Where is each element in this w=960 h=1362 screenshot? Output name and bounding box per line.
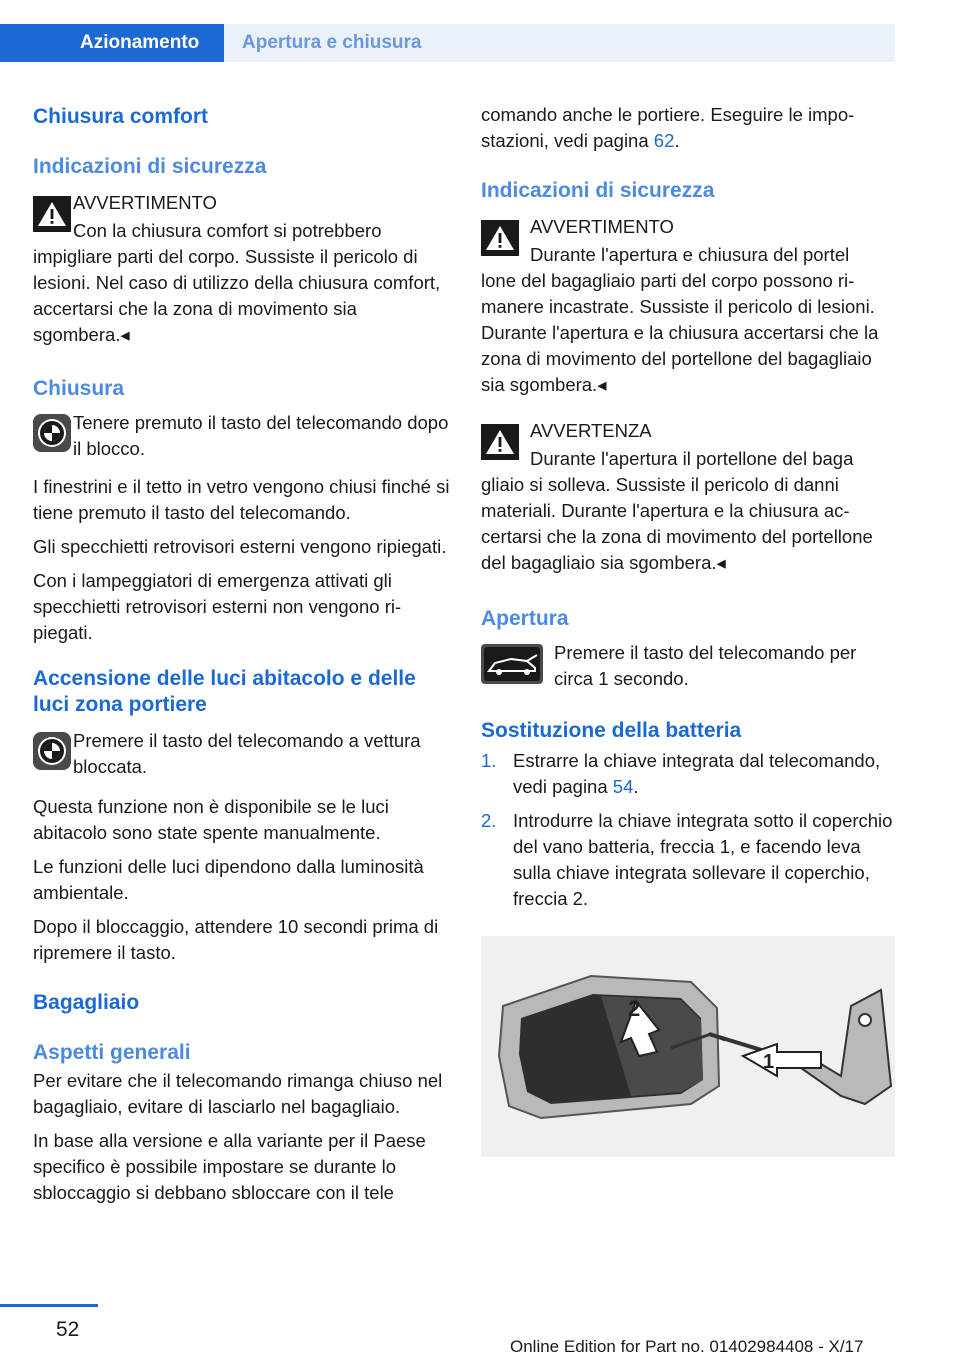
tab-apertura-chiusura[interactable]: Apertura e chiusura bbox=[224, 24, 895, 62]
list-item bbox=[481, 808, 895, 912]
heading-apertura: Apertura bbox=[481, 607, 569, 630]
bmw-logo-icon bbox=[33, 732, 71, 770]
warning-title: AVVERTIMENTO bbox=[73, 192, 217, 213]
paragraph bbox=[481, 102, 895, 154]
notice-title: AVVERTENZA bbox=[530, 420, 652, 441]
list-text: . bbox=[633, 776, 639, 797]
heading-accensione-luci: Accensione delle luci abitacolo e delle luci zona portiere bbox=[33, 667, 416, 716]
apertura-block bbox=[481, 640, 895, 696]
list-text: Introdurre la chiave integrata sotto il coperchio del vano batteria, freccia 1, e facendo leva sulla chiave integrata sollevare il coperchio, freccia 2. bbox=[513, 810, 893, 909]
trunk-open-icon bbox=[481, 644, 543, 684]
notice-block bbox=[481, 418, 895, 576]
warning-text-line: Con la chiusura comfort si potrebbero bbox=[73, 220, 382, 241]
heading-indicazioni-sicurezza: Indicazioni di sicurezza bbox=[481, 179, 715, 202]
paragraph: I finestrini e il tetto in vetro vengono chiusi finché si tiene premuto il tasto del telecomando. bbox=[33, 476, 450, 523]
left-column bbox=[33, 100, 451, 1206]
warning-title: AVVERTIMENTO bbox=[530, 216, 674, 237]
edition-note: Online Edition for Part no. 01402984408 - X/17 bbox=[510, 1337, 864, 1356]
warning-text-line: Durante l'apertura e chiusura del portel bbox=[530, 244, 850, 265]
paragraph: Dopo il bloccaggio, attendere 10 secondi prima di ripremere il tasto. bbox=[33, 916, 439, 963]
paragraph: In base alla versione e alla variante per il Paese specifico è possibile impostare se durante lo sbloccaggio si debbano sbloccare con il tele bbox=[33, 1130, 426, 1203]
key-illustration bbox=[481, 936, 895, 1157]
paragraph: Con i lampeggiatori di emergenza attivati gli specchietti retrovisori esterni non vengono ripiegati. bbox=[33, 570, 402, 643]
heading-bagagliaio: Bagagliaio bbox=[33, 991, 140, 1014]
warning-triangle-icon bbox=[481, 220, 519, 256]
key-battery-figure bbox=[481, 936, 895, 1157]
bmw-logo-icon bbox=[33, 414, 71, 452]
heading-chiusura: Chiusura bbox=[33, 377, 125, 400]
notice-text-line: Durante l'apertura il portellone del baga bbox=[530, 448, 854, 469]
list-item bbox=[481, 748, 895, 800]
paragraph: Gli specchietti retrovisori esterni vengono ripiegati. bbox=[33, 536, 447, 557]
chiusura-block bbox=[33, 410, 451, 462]
accensione-text: Premere il tasto del telecomando a vettura bloccata. bbox=[73, 730, 421, 777]
page-link-62[interactable]: 62 bbox=[653, 130, 675, 151]
paragraph-text: comando anche le portiere. Eseguire le impostazioni, vedi pagina bbox=[481, 104, 855, 151]
heading-aspetti-generali: Aspetti generali bbox=[33, 1041, 191, 1064]
chapter-tabs bbox=[0, 24, 895, 62]
tab-azionamento[interactable]: Azionamento bbox=[0, 24, 224, 62]
paragraph: Le funzioni delle luci dipendono dalla luminosità ambientale. bbox=[33, 856, 424, 903]
figure-label-1: 1 bbox=[763, 1051, 775, 1073]
warning-triangle-icon bbox=[33, 196, 71, 232]
paragraph: Questa funzione non è disponibile se le luci abitacolo sono state spente manualmente. bbox=[33, 796, 389, 843]
list-text: Estrarre la chiave integrata dal telecomando, vedi pagina bbox=[513, 750, 881, 797]
heading-sostituzione-batteria: Sostituzione della batteria bbox=[481, 719, 742, 742]
page-number: 52 bbox=[56, 1318, 80, 1341]
warning-triangle-icon bbox=[481, 424, 519, 460]
apertura-text: Premere il tasto del telecomando per circa 1 secondo. bbox=[554, 642, 857, 689]
paragraph-text: . bbox=[674, 130, 680, 151]
figure-label-2: 2 bbox=[628, 996, 641, 1021]
warning-text: impigliare parti del corpo. Sussiste il pericolo di lesioni. Nel caso di utilizzo della chiusura comfort, accertarsi che la zona di movimento sia sgombera.◂ bbox=[33, 246, 441, 345]
footer-rule bbox=[0, 1304, 98, 1307]
warning-block bbox=[481, 214, 895, 398]
list-number: 1. bbox=[481, 750, 497, 771]
heading-indicazioni-sicurezza: Indicazioni di sicurezza bbox=[33, 155, 267, 178]
right-column bbox=[481, 100, 895, 912]
accensione-block bbox=[33, 728, 451, 780]
paragraph: Per evitare che il telecomando rimanga chiuso nel bagagliaio, evitare di lasciarlo nel bagagliaio. bbox=[33, 1070, 443, 1117]
warning-text: lone del bagagliaio parti del corpo possono rimanere incastrate. Sussiste il pericolo di lesioni. Durante l'apertura e la chiusura accertarsi che la zona di movimento del portellone del bagagliaio sia sgombera.◂ bbox=[481, 270, 879, 395]
warning-block bbox=[33, 190, 451, 348]
heading-chiusura-comfort: Chiusura comfort bbox=[33, 105, 209, 128]
notice-text: gliaio si solleva. Sussiste il pericolo di danni materiali. Durante l'apertura e la chiusura accertarsi che la zona di movimento del portellone del bagagliaio sia sgombera.◂ bbox=[481, 474, 873, 573]
chiusura-text: Tenere premuto il tasto del telecomando dopo il blocco. bbox=[73, 412, 449, 459]
page-link-54[interactable]: 54 bbox=[612, 776, 634, 797]
list-number: 2. bbox=[481, 810, 497, 831]
